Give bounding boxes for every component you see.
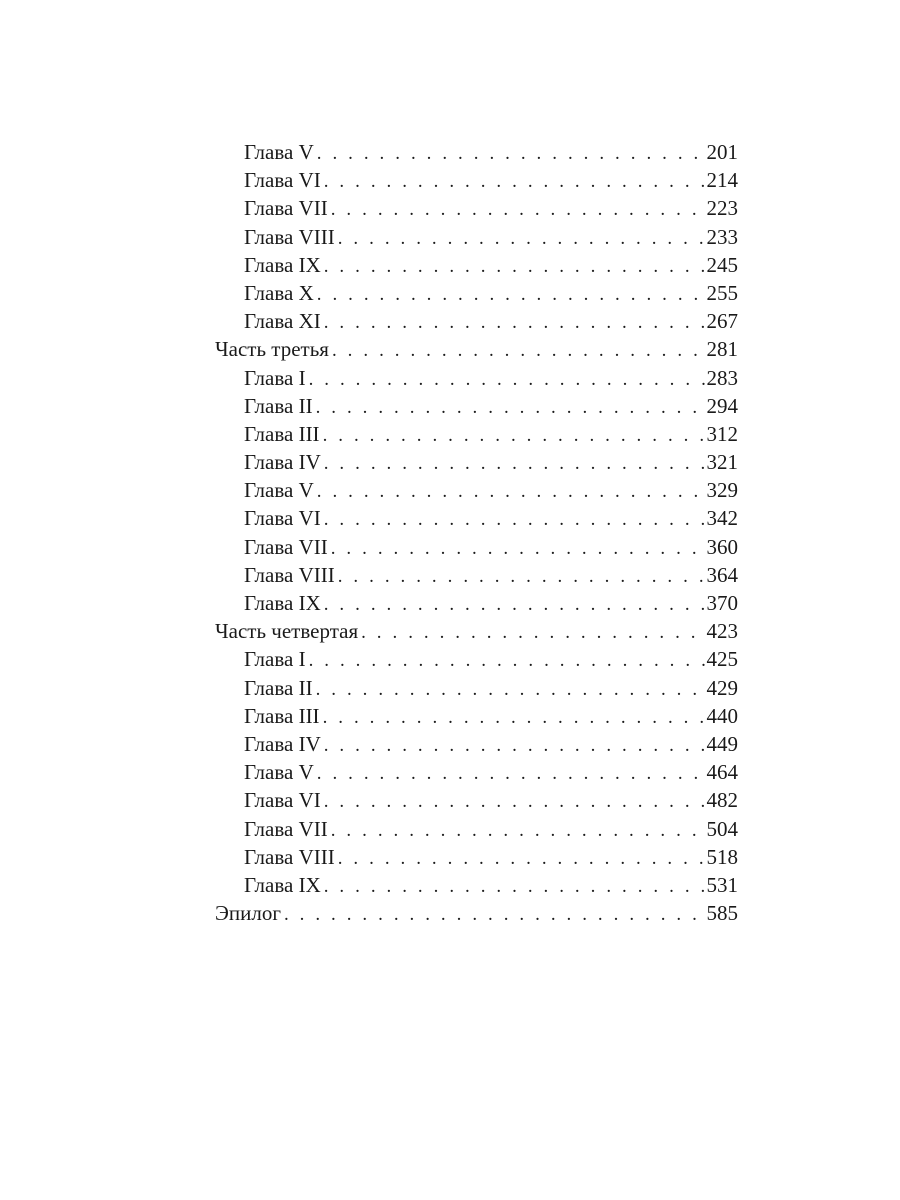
toc-entry-title: Эпилог [215,901,281,926]
dot-leader [324,450,706,478]
dot-leader [317,140,706,168]
toc-page-number: 223 [706,196,738,221]
toc-chapter-entry[interactable] [215,364,738,392]
toc-chapter-entry[interactable] [215,561,738,589]
toc-entry-title: Глава VI [244,168,321,193]
toc-entry-title: Глава III [244,703,320,728]
toc-page-number: 429 [706,675,738,700]
toc-chapter-entry[interactable] [215,589,738,617]
toc-page-number: 214 [706,168,738,193]
toc-page-number: 440 [706,703,738,728]
toc-chapter-entry[interactable] [215,702,738,730]
toc-page-number: 585 [706,901,738,926]
toc-entry-title: Глава IX [244,591,321,615]
dot-leader [361,619,705,647]
toc-chapter-entry[interactable] [215,786,738,814]
toc-page-number: 423 [706,619,738,644]
toc-chapter-entry[interactable] [215,843,738,871]
toc-entry-title: Глава VI [244,506,321,531]
toc-page-number: 364 [706,562,738,587]
toc-entry-title: Глава IX [244,872,321,897]
dot-leader [309,366,706,394]
toc-part-entry[interactable] [215,335,738,363]
toc-chapter-entry[interactable] [215,533,738,561]
dot-leader [323,422,706,450]
toc-entry-title: Глава IV [244,450,321,475]
toc-page-number: 464 [706,760,738,785]
toc-entry-title: Глава V [244,478,314,503]
toc-entry-title: Часть четвертая [215,619,359,644]
toc-entry-title: Глава VI [244,788,321,813]
toc-chapter-entry[interactable] [215,279,738,307]
toc-page-number: 255 [706,280,738,305]
toc-entry-title: Глава I [244,365,306,390]
toc-entry-title: Глава V [244,140,314,164]
toc-chapter-entry[interactable] [215,307,738,335]
toc-entry-title: Глава IX [244,252,321,277]
toc-page-number: 294 [706,393,738,418]
toc-chapter-entry[interactable] [215,138,738,166]
toc-chapter-entry[interactable] [215,674,738,702]
toc-entry-title: Глава X [244,280,314,305]
toc-page-number: 504 [706,816,738,841]
table-of-contents [215,138,738,927]
toc-chapter-entry[interactable] [215,251,738,279]
toc-entry-title: Глава I [244,647,306,672]
toc-page-number: 281 [706,337,738,362]
toc-page-number: 449 [706,731,738,756]
toc-chapter-entry[interactable] [215,815,738,843]
toc-chapter-entry[interactable] [215,730,738,758]
toc-page-number: 531 [706,872,738,897]
dot-leader [331,535,706,563]
dot-leader [338,225,706,253]
dot-leader [331,196,706,224]
toc-page-number: 329 [706,478,738,503]
toc-entry-title: Глава VIII [244,562,335,587]
toc-page-number: 283 [706,365,738,390]
dot-leader [317,760,706,788]
dot-leader [324,168,706,196]
toc-page-number: 312 [706,421,738,446]
dot-leader [324,788,706,816]
dot-leader [324,873,706,901]
toc-page-number: 370 [706,591,738,615]
toc-chapter-entry[interactable] [215,448,738,476]
dot-leader [316,676,706,704]
dot-leader [317,478,706,506]
toc-page-number: 267 [706,309,738,334]
toc-page-number: 321 [706,450,738,475]
dot-leader [338,845,706,873]
toc-page-number: 245 [706,252,738,277]
toc-chapter-entry[interactable] [215,758,738,786]
toc-entry-title: Глава VIII [244,224,335,249]
dot-leader [324,732,706,760]
dot-leader [324,253,706,281]
toc-chapter-entry[interactable] [215,871,738,899]
toc-page-number: 342 [706,506,738,531]
dot-leader [338,563,706,591]
toc-chapter-entry[interactable] [215,223,738,251]
dot-leader [284,901,706,929]
dot-leader [309,647,706,675]
dot-leader [316,394,706,422]
toc-entry-title: Глава IV [244,731,321,756]
toc-entry-title: Часть третья [215,337,329,362]
toc-page-number: 233 [706,224,738,249]
toc-page-number: 482 [706,788,738,813]
toc-chapter-entry[interactable] [215,476,738,504]
dot-leader [323,704,706,732]
toc-entry-title: Глава VIII [244,844,335,869]
toc-entry-title: Глава VII [244,816,328,841]
toc-entry-title: Глава II [244,393,313,418]
toc-chapter-entry[interactable] [215,645,738,673]
toc-entry-title: Глава XI [244,309,321,334]
dot-leader [317,281,706,309]
toc-chapter-entry[interactable] [215,166,738,194]
toc-chapter-entry[interactable] [215,420,738,448]
toc-page-number: 518 [706,844,738,869]
toc-page-number: 201 [706,140,738,164]
toc-page-number: 425 [706,647,738,672]
toc-chapter-entry[interactable] [215,392,738,420]
toc-part-entry[interactable] [215,617,738,645]
dot-leader [324,309,706,337]
toc-chapter-entry[interactable] [215,194,738,222]
toc-entry-title: Глава V [244,760,314,785]
toc-part-entry[interactable] [215,899,738,927]
dot-leader [324,591,706,619]
toc-entry-title: Глава VII [244,196,328,221]
dot-leader [331,817,706,845]
dot-leader [324,506,706,534]
toc-entry-title: Глава II [244,675,313,700]
dot-leader [332,337,706,365]
toc-entry-title: Глава III [244,421,320,446]
toc-chapter-entry[interactable] [215,504,738,532]
toc-page-number: 360 [706,534,738,559]
toc-entry-title: Глава VII [244,534,328,559]
